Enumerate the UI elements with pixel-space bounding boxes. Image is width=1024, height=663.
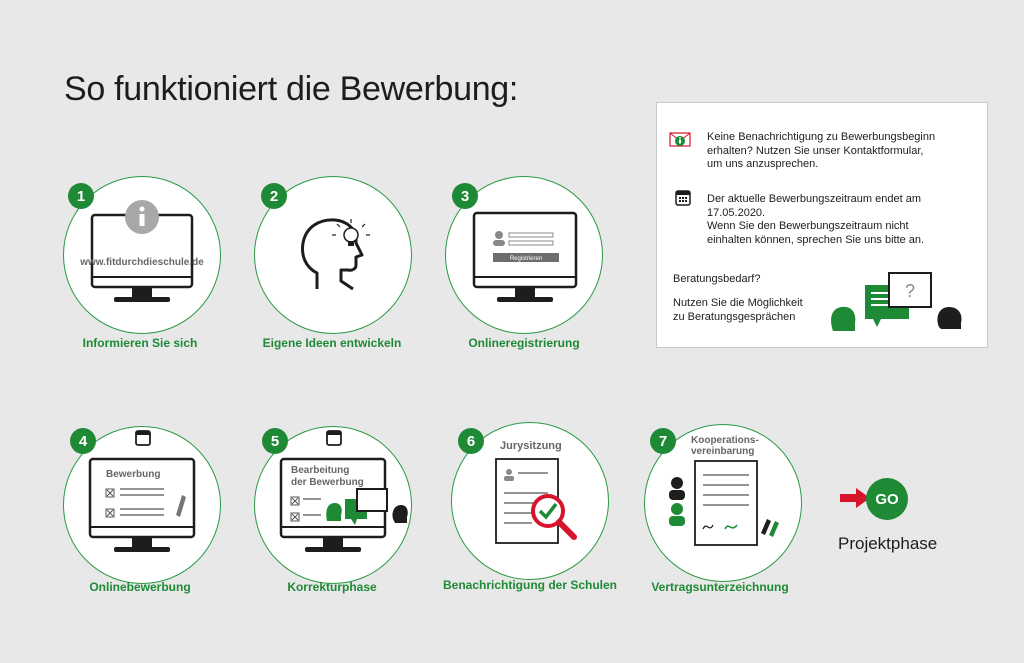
step-1-screen-text: www.fitdurchdieschule.de — [80, 257, 204, 268]
step-4-label: Onlinebewerbung — [89, 580, 191, 594]
step-3-button-text: Registrieren — [509, 256, 543, 262]
page-title: So funktioniert die Bewerbung: — [64, 70, 519, 108]
project-phase-label: Projektphase — [838, 534, 938, 553]
step-4-badge: 4 — [70, 428, 96, 454]
step-1-label: Informieren Sie sich — [82, 336, 198, 350]
consultation-chat-icon — [829, 269, 979, 339]
mail-info-text: Keine Benachrichtigung zu Bewerbungsbeginn erhalten? Nutzen Sie unser Kontaktformular, um uns anzusprechen. — [707, 131, 936, 170]
step-5-badge: 5 — [262, 428, 288, 454]
step-6-label: Benachrichtigung der Schulen — [442, 578, 618, 592]
step-1-badge: 1 — [68, 183, 94, 209]
calendar-icon — [675, 189, 693, 207]
project-phase — [836, 478, 956, 558]
info-box — [656, 102, 988, 348]
step-3-label: Onlineregistrierung — [468, 336, 580, 350]
step-7-doc-text-1: Kooperations- — [691, 435, 759, 446]
step-7-label: Vertragsunterzeichnung — [651, 580, 789, 594]
step-6-doc-text: Jurysitzung — [500, 440, 562, 452]
step-2-label: Eigene Ideen entwickeln — [262, 336, 402, 350]
step-7-badge: 7 — [650, 428, 676, 454]
mail-alert-icon — [669, 131, 693, 149]
advice-title: Beratungsbedarf? — [673, 273, 761, 285]
step-5-screen-text-2: der Bewerbung — [291, 477, 364, 488]
svg-text:?: ? — [904, 281, 916, 301]
step-5-label: Korrekturphase — [287, 580, 377, 594]
step-2-badge: 2 — [261, 183, 287, 209]
step-6-badge: 6 — [458, 428, 484, 454]
step-4-screen-text: Bewerbung — [106, 469, 161, 480]
advice-text: Nutzen Sie die Möglichkeit zu Beratungsgesprächen — [673, 297, 803, 323]
step-7-doc-text-2: vereinbarung — [691, 446, 755, 457]
step-5-screen-text-1: Bearbeitung — [291, 465, 350, 476]
deadline-info-text: Der aktuelle Bewerbungszeitraum endet am 17.05.2020. Wenn Sie den Bewerbungszeitraum nicht einhalten können, sprechen Sie uns bitte an. — [707, 193, 925, 246]
step-3-badge: 3 — [452, 183, 478, 209]
go-badge: GO — [866, 478, 908, 520]
